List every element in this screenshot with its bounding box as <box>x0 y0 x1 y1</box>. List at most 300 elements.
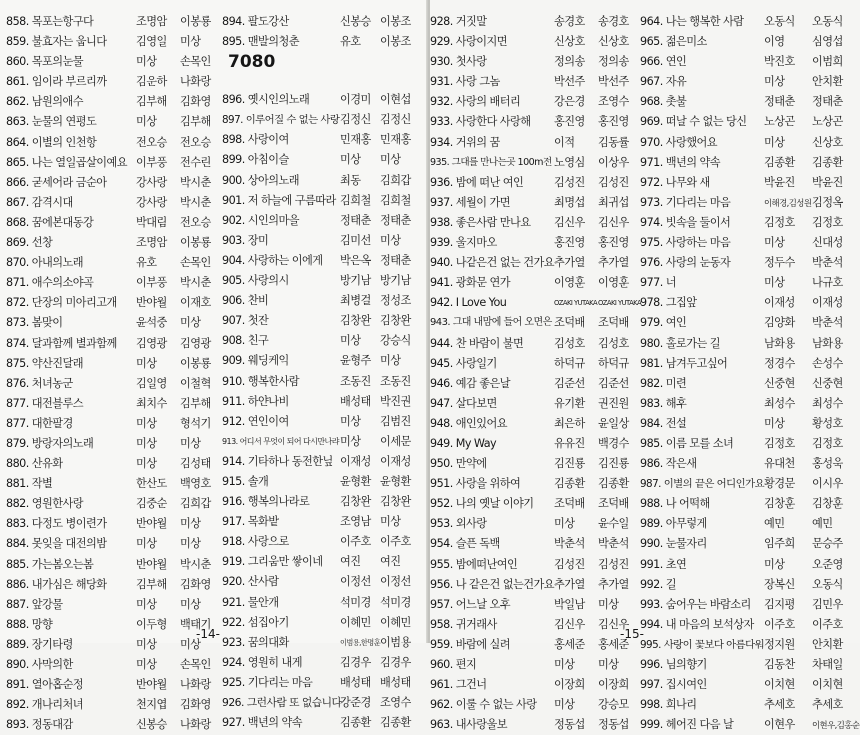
song-entry <box>6 293 228 313</box>
song-composer: 이정선 <box>380 575 411 589</box>
song-lyricist: 반야월 <box>136 678 167 692</box>
song-entry <box>222 291 428 311</box>
song-title: 905. 사랑의시 <box>222 274 289 288</box>
song-composer: 윤일상 <box>598 416 629 430</box>
song-composer: 김범진 <box>380 414 411 428</box>
song-title: 955. 밤에떠난여인 <box>430 557 518 571</box>
song-composer: 미상 <box>180 637 201 651</box>
song-composer: 전오승 <box>180 215 211 229</box>
song-entry <box>6 334 228 354</box>
song-entry <box>430 334 640 354</box>
song-lyricist: 강은경 <box>554 95 585 109</box>
song-lyricist: 오동식 <box>764 15 795 28</box>
song-entry <box>222 552 428 572</box>
song-title: 953. 외사랑 <box>430 517 487 531</box>
song-title: 860. 목포의눈물 <box>6 55 84 69</box>
song-title: 898. 사랑이여 <box>222 133 289 147</box>
song-entry <box>640 72 858 92</box>
song-lyricist: 정의송 <box>554 55 585 69</box>
song-composer: 최귀섭 <box>598 195 629 209</box>
song-lyricist: 미상 <box>764 416 785 430</box>
song-entry <box>6 112 228 132</box>
song-lyricist: 윤형환 <box>340 474 371 488</box>
song-composer: 권진원 <box>598 396 629 410</box>
song-composer: 박춘석 <box>812 316 843 330</box>
song-lyricist: 남화용 <box>764 336 795 350</box>
song-composer: 손목인 <box>180 658 211 671</box>
song-title: 914. 기타하나 동전한닢 <box>222 454 333 468</box>
song-title: 937. 세월이 가면 <box>430 195 511 209</box>
song-lyricist: 김정호 <box>764 436 795 450</box>
song-entry <box>640 173 858 193</box>
song-title: 950. 만약에 <box>430 457 487 471</box>
song-lyricist: 유호 <box>340 35 361 49</box>
song-lyricist: 김정신 <box>340 113 371 127</box>
song-title: 942. I Love You <box>430 296 507 310</box>
song-title: 967. 자유 <box>640 75 687 89</box>
song-composer: 김희갑 <box>380 173 411 187</box>
song-lyricist: 이적 <box>554 135 575 149</box>
song-lyricist: 미상 <box>764 135 785 149</box>
song-composer: 김종환 <box>812 155 843 169</box>
song-title: 935. 그대를 만나는곳 100m전 <box>430 156 552 168</box>
song-composer: 정의송 <box>598 55 629 69</box>
song-entry <box>222 412 428 432</box>
song-composer: 추세호 <box>812 698 843 712</box>
song-composer: 신중현 <box>812 376 843 390</box>
right-page-column-1 <box>430 12 640 735</box>
song-lyricist: 유호 <box>136 256 157 270</box>
song-lyricist: 민재홍 <box>340 133 371 147</box>
song-composer: 조덕배 <box>598 497 629 511</box>
song-entry <box>222 713 428 733</box>
song-title: 974. 빗속을 둘이서 <box>640 215 731 229</box>
song-lyricist: 김동찬 <box>764 658 795 671</box>
song-lyricist: 박은옥 <box>340 253 371 267</box>
song-lyricist: 추가열 <box>554 577 585 591</box>
song-entry <box>640 635 858 655</box>
song-entry <box>640 133 858 153</box>
song-title: 901. 저 하늘에 구름따라 <box>222 193 336 207</box>
song-entry <box>6 595 228 615</box>
song-title: 886. 내가심은 해당화 <box>6 577 107 591</box>
song-title: 903. 장미 <box>222 233 269 247</box>
song-title: 890. 사막의한 <box>6 658 73 671</box>
section-heading-7080: 7080 <box>228 52 276 73</box>
song-entry <box>430 374 640 394</box>
song-title: 902. 시인의마을 <box>222 213 300 227</box>
song-lyricist: 강사랑 <box>136 195 167 209</box>
song-title: 999. 헤어진 다음 날 <box>640 718 734 732</box>
song-entry <box>640 414 858 434</box>
song-title: 874. 달과함께 별과함께 <box>6 336 117 350</box>
song-lyricist: 이경미 <box>340 93 371 107</box>
song-lyricist: 추세호 <box>764 698 795 712</box>
song-title: 957. 어느날 오후 <box>430 597 511 611</box>
song-composer: 이주호 <box>380 535 411 549</box>
left-column-2-top-list <box>222 12 428 52</box>
song-entry <box>430 293 640 313</box>
song-title: 867. 감격시대 <box>6 195 73 209</box>
song-composer: 윤수일 <box>598 517 629 531</box>
song-lyricist: 신봉승 <box>136 718 167 732</box>
song-entry <box>640 514 858 534</box>
song-entry <box>222 32 428 52</box>
song-entry <box>430 494 640 514</box>
song-composer: 김영광 <box>180 336 211 350</box>
song-title: 995. 사랑이 꽃보다 아름다워 <box>640 638 765 651</box>
song-title: 929. 사랑이지면 <box>430 35 508 49</box>
song-entry <box>6 12 228 32</box>
song-entry <box>222 693 428 713</box>
song-title: 913. 어디서 무엇이 되어 다시만나랴 <box>222 436 339 446</box>
song-lyricist: 강사랑 <box>136 175 167 189</box>
song-composer: 박춘석 <box>812 256 843 270</box>
song-title: 882. 영원한사랑 <box>6 497 84 511</box>
song-composer: 추가열 <box>598 256 629 270</box>
song-title: 896. 옛시인의노래 <box>222 93 310 107</box>
song-composer: 정태춘 <box>380 213 411 227</box>
song-entry <box>222 90 428 110</box>
song-composer: 이봉룡 <box>180 15 211 28</box>
song-title: 938. 좋은사람 만나요 <box>430 215 531 229</box>
song-lyricist: 추가열 <box>554 256 585 270</box>
song-title: 861. 임이라 부르리까 <box>6 75 107 89</box>
song-lyricist: 미상 <box>136 436 157 450</box>
song-composer: 미상 <box>380 515 401 529</box>
song-title: 923. 꿈의대화 <box>222 635 289 649</box>
song-title: 917. 목화밭 <box>222 515 279 529</box>
song-entry <box>640 494 858 514</box>
song-lyricist: OZAKI YUTAKA <box>554 299 598 308</box>
song-title: 906. 찬비 <box>222 294 269 308</box>
song-composer: 추가열 <box>598 577 629 591</box>
song-entry <box>222 110 428 130</box>
song-entry <box>640 52 858 72</box>
song-entry <box>430 715 640 735</box>
song-composer: 이혜민 <box>380 615 411 629</box>
song-title: 921. 물안개 <box>222 595 279 609</box>
song-lyricist: 미상 <box>136 356 157 370</box>
song-entry <box>430 72 640 92</box>
song-lyricist: 정태춘 <box>764 95 795 109</box>
song-composer: 김화영 <box>180 698 211 712</box>
song-entry <box>430 615 640 635</box>
song-title: 968. 촛불 <box>640 95 687 109</box>
song-entry <box>6 133 228 153</box>
song-lyricist: 미상 <box>764 557 785 571</box>
song-composer: 김성진 <box>598 557 629 571</box>
song-composer: 형석기 <box>180 416 211 430</box>
song-entry <box>6 394 228 414</box>
song-lyricist: 김종환 <box>764 155 795 169</box>
song-entry <box>640 92 858 112</box>
song-entry <box>640 374 858 394</box>
song-lyricist: 김진룡 <box>554 457 585 471</box>
song-composer: 백경수 <box>598 436 629 450</box>
song-lyricist: 김성호 <box>554 336 585 350</box>
song-lyricist: 미상 <box>136 55 157 69</box>
song-title: 909. 웨딩케익 <box>222 354 289 368</box>
song-lyricist: 김희철 <box>340 193 371 207</box>
song-lyricist: 김일영 <box>136 376 167 390</box>
song-title: 928. 거짓말 <box>430 15 487 28</box>
song-title: 918. 사랑으로 <box>222 535 289 549</box>
song-composer: 김창완 <box>380 314 411 328</box>
song-composer: 미상 <box>180 517 201 531</box>
song-composer: 전수린 <box>180 155 211 169</box>
song-entry <box>430 434 640 454</box>
song-lyricist: 이치현 <box>764 678 795 692</box>
song-composer: 이현섭 <box>380 93 411 107</box>
song-entry <box>640 334 858 354</box>
song-lyricist: 노영심 <box>554 155 585 169</box>
song-composer: 여진 <box>380 555 401 569</box>
song-lyricist: 정동섭 <box>554 718 585 732</box>
song-title: 931. 사랑 그놈 <box>430 75 500 89</box>
song-composer: 박시춘 <box>180 557 211 571</box>
song-composer: 조덕배 <box>598 316 629 330</box>
song-entry <box>640 555 858 575</box>
song-lyricist: 최성수 <box>764 396 795 410</box>
song-entry <box>222 653 428 673</box>
song-entry <box>6 52 228 72</box>
song-title: 869. 선창 <box>6 236 53 250</box>
song-composer: 이철혁 <box>180 376 211 390</box>
song-lyricist: 이재성 <box>340 454 371 468</box>
song-title: 919. 그리움만 쌓이네 <box>222 555 323 569</box>
song-title: 958. 귀거래사 <box>430 617 497 631</box>
song-title: 945. 사랑일기 <box>430 356 497 370</box>
song-lyricist: 배성태 <box>340 675 371 689</box>
song-title: 912. 연인이여 <box>222 414 289 428</box>
left-page <box>0 0 428 732</box>
song-entry <box>222 331 428 351</box>
song-lyricist: 미상 <box>764 75 785 89</box>
song-composer: 조영수 <box>598 95 629 109</box>
song-entry <box>430 92 640 112</box>
song-title: 973. 기다리는 마음 <box>640 195 731 209</box>
song-composer: 미상 <box>180 436 201 450</box>
song-title: 961. 그건너 <box>430 678 487 692</box>
song-lyricist: 신봉승 <box>340 15 371 28</box>
left-column-2-list <box>222 90 428 733</box>
song-title: 892. 개나리처녀 <box>6 698 84 712</box>
song-title: 975. 사랑하는 마음 <box>640 236 731 250</box>
song-title: 927. 백년의 약속 <box>222 716 303 730</box>
song-entry <box>430 133 640 153</box>
song-entry <box>222 271 428 291</box>
song-composer: 미상 <box>380 354 401 368</box>
song-lyricist: 이범용,한명훈 <box>340 637 381 647</box>
song-entry <box>430 555 640 575</box>
song-composer: 박시춘 <box>180 276 211 290</box>
song-lyricist: 노상곤 <box>764 115 795 129</box>
song-composer: 강승식 <box>380 334 411 348</box>
song-lyricist: 김미선 <box>340 233 371 247</box>
song-lyricist: 미상 <box>554 658 575 671</box>
song-entry <box>430 213 640 233</box>
song-composer: 미상 <box>180 316 201 330</box>
song-entry <box>640 233 858 253</box>
song-composer: 박진권 <box>380 394 411 408</box>
left-page-column-1 <box>6 12 228 735</box>
song-lyricist: 미상 <box>136 658 157 671</box>
song-title: 865. 나는 열일곱살이예요 <box>6 155 128 169</box>
song-lyricist: 미상 <box>136 115 157 129</box>
song-lyricist: 박진호 <box>764 55 795 69</box>
song-title: 990. 눈물자리 <box>640 537 707 551</box>
song-lyricist: 반야월 <box>136 557 167 571</box>
song-composer: 홍진영 <box>598 236 629 250</box>
song-title: 971. 백년의 약속 <box>640 155 721 169</box>
song-lyricist: 이부풍 <box>136 276 167 290</box>
song-composer: 오준영 <box>812 557 843 571</box>
song-entry <box>430 12 640 32</box>
song-title: 930. 첫사랑 <box>430 55 487 69</box>
song-entry <box>430 534 640 554</box>
song-composer: 미상 <box>380 153 401 167</box>
song-title: 978. 그집앞 <box>640 296 697 310</box>
song-entry <box>430 695 640 715</box>
song-entry <box>222 191 428 211</box>
song-lyricist: 최치수 <box>136 396 167 410</box>
song-composer: 김준선 <box>598 376 629 390</box>
song-entry <box>640 293 858 313</box>
song-composer: 이세문 <box>380 434 411 448</box>
song-entry <box>430 514 640 534</box>
song-entry <box>6 72 228 92</box>
song-composer: 박시춘 <box>180 195 211 209</box>
song-composer: 정태춘 <box>380 253 411 267</box>
song-entry <box>222 171 428 191</box>
song-lyricist: 김창훈 <box>764 497 795 511</box>
song-composer: 노상곤 <box>812 115 843 129</box>
song-title: 986. 작은새 <box>640 457 697 471</box>
song-entry <box>6 233 228 253</box>
song-entry <box>6 354 228 374</box>
song-title: 954. 슬픈 독백 <box>430 537 500 551</box>
song-entry <box>6 615 228 635</box>
song-lyricist: 이혜민 <box>340 615 371 629</box>
song-entry <box>640 153 858 173</box>
song-lyricist: 김운하 <box>136 75 167 89</box>
song-title: 897. 이루어질 수 없는 사랑 <box>222 114 340 127</box>
song-composer: 이상우 <box>598 155 629 169</box>
song-composer: 이장희 <box>598 678 629 692</box>
song-lyricist: 황경문 <box>764 477 795 491</box>
song-composer: 박춘석 <box>598 537 629 551</box>
song-title: 916. 행복의나라로 <box>222 495 310 509</box>
song-entry <box>6 635 228 655</box>
song-title: 870. 아내의노래 <box>6 256 84 270</box>
song-lyricist: 정태춘 <box>340 213 371 227</box>
song-title: 993. 숨어우는 바람소리 <box>640 597 751 611</box>
song-entry <box>430 575 640 595</box>
song-composer: 송경호 <box>598 15 629 28</box>
song-composer: 미상 <box>598 658 619 671</box>
song-lyricist: 반야월 <box>136 517 167 531</box>
song-lyricist: 김부해 <box>136 95 167 109</box>
song-entry <box>640 534 858 554</box>
song-entry <box>640 313 858 333</box>
song-entry <box>6 374 228 394</box>
song-lyricist: 최동 <box>340 173 361 187</box>
song-title: 964. 나는 행복한 사람 <box>640 15 744 28</box>
page-number-left: -14- <box>196 627 220 641</box>
song-title: 972. 나무와 새 <box>640 175 710 189</box>
song-title: 922. 섬집아기 <box>222 615 289 629</box>
song-composer: 미상 <box>180 597 201 611</box>
song-lyricist: 하덕규 <box>554 356 585 370</box>
song-lyricist: 박선주 <box>554 75 585 89</box>
song-composer: 전오승 <box>180 135 211 149</box>
song-title: 960. 편지 <box>430 658 477 671</box>
song-entry <box>222 432 428 452</box>
song-lyricist: 미상 <box>136 416 157 430</box>
song-composer: 박시춘 <box>180 175 211 189</box>
song-composer: 이범희 <box>812 55 843 69</box>
song-composer: 차태일 <box>812 658 843 671</box>
song-lyricist: 전오승 <box>136 135 167 149</box>
song-lyricist: 송경호 <box>554 15 585 28</box>
song-entry <box>640 474 858 494</box>
song-entry <box>222 633 428 653</box>
song-entry <box>6 534 228 554</box>
song-title: 956. 나 같은건 없는건가요 <box>430 577 555 591</box>
song-composer: 나화랑 <box>180 678 211 692</box>
song-title: 948. 애인있어요 <box>430 416 508 430</box>
song-composer: 김성태 <box>180 457 211 471</box>
song-lyricist: 정경수 <box>764 356 795 370</box>
song-title: 983. 해후 <box>640 396 687 410</box>
song-entry <box>6 675 228 695</box>
song-composer: 김정옥 <box>812 195 843 209</box>
song-composer: 오동식 <box>812 577 843 591</box>
song-entry <box>430 474 640 494</box>
song-lyricist: 김부해 <box>136 577 167 591</box>
song-lyricist: 김창완 <box>340 314 371 328</box>
song-composer: 심영섭 <box>812 35 843 49</box>
song-composer: 김종환 <box>380 716 411 730</box>
song-composer: 문승주 <box>812 537 843 551</box>
song-lyricist: 이주호 <box>764 617 795 631</box>
song-title: 947. 살다보면 <box>430 396 497 410</box>
song-title: 910. 행복한사람 <box>222 374 300 388</box>
song-entry <box>430 112 640 132</box>
song-composer: 이시우 <box>812 477 843 491</box>
song-lyricist: 박대림 <box>136 215 167 229</box>
song-entry <box>222 251 428 271</box>
song-title: 879. 방랑자의노래 <box>6 436 94 450</box>
song-composer: 미상 <box>380 233 401 247</box>
song-lyricist: 이부풍 <box>136 155 167 169</box>
song-composer: 미상 <box>598 597 619 611</box>
song-composer: 김희철 <box>380 193 411 207</box>
song-composer: 백영호 <box>180 477 211 491</box>
song-entry <box>640 434 858 454</box>
song-entry <box>640 575 858 595</box>
song-entry <box>430 655 640 675</box>
song-lyricist: 김영광 <box>136 336 167 350</box>
song-entry <box>222 130 428 150</box>
song-lyricist: 김창완 <box>340 495 371 509</box>
song-entry <box>430 354 640 374</box>
song-lyricist: 김신우 <box>554 215 585 229</box>
song-entry <box>222 572 428 592</box>
song-entry <box>430 414 640 434</box>
song-entry <box>222 673 428 693</box>
